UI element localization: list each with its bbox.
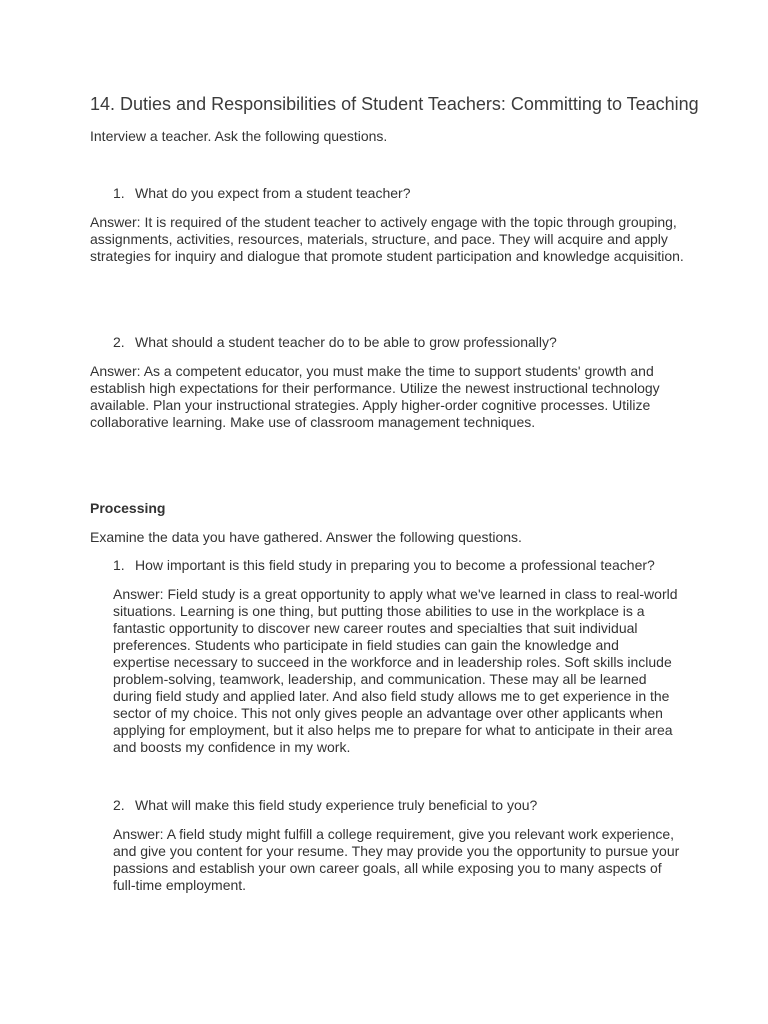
processing-heading: Processing (90, 500, 166, 516)
question-text: What will make this field study experience truly beneficial to you? (135, 797, 538, 813)
question-text: What should a student teacher do to be able to grow professionally? (135, 334, 557, 350)
question-number: 2. (113, 334, 125, 350)
question-number: 2. (113, 797, 125, 813)
interview-instruction: Interview a teacher. Ask the following questions. (90, 128, 388, 144)
interview-answer-2: Answer: As a competent educator, you must make the time to support students' growth and establish high expectations for their performance. Utilize the newest instructional technology available. Plan your instructional strategies. Apply higher-order cognitive processes. Utilize collaborative learning. Make use of classroom management techniques. (90, 363, 660, 430)
processing-answer-2: Answer: A field study might fulfill a college requirement, give you relevant work experience, and give you content for your resume. They may provide you the opportunity to pursue your passions and establish your own career goals, all while exposing you to many aspects of full-time employment. (113, 826, 680, 893)
processing-instruction: Examine the data you have gathered. Answer the following questions. (90, 529, 522, 545)
question-text: What do you expect from a student teacher? (135, 185, 411, 201)
interview-question-2 (113, 334, 557, 351)
interview-question-1 (113, 185, 411, 202)
question-number: 1. (113, 185, 125, 201)
document-title: 14. Duties and Responsibilities of Student Teachers: Committing to Teaching (90, 94, 699, 114)
processing-answer-1: Answer: Field study is a great opportunity to apply what we've learned in class to real-world situations. Learning is one thing, but putting those abilities to use in the workplace is a fantastic opportunity to discover new career routes and specialties that suit individual preferences. Students who participate in field studies can gain the knowledge and expertise necessary to succeed in the workforce and in leadership roles. Soft skills include problem-solving, teamwork, leadership, and communication. These may all be learned during field study and applied later. And also field study allows me to get experience in the sector of my choice. This not only gives people an advantage over other applicants when applying for employment, but it also helps me to prepare for what to anticipate in their area and boosts my confidence in my work. (113, 586, 678, 755)
question-text: How important is this field study in preparing you to become a professional teacher? (135, 557, 655, 573)
interview-answer-1: Answer: It is required of the student teacher to actively engage with the topic through grouping, assignments, activities, resources, materials, structure, and pace. They will acquire and apply strategies for inquiry and dialogue that promote student participation and knowledge acquisition. (90, 214, 684, 264)
processing-question-1 (113, 557, 655, 574)
processing-question-2 (113, 797, 537, 814)
question-number: 1. (113, 557, 125, 573)
